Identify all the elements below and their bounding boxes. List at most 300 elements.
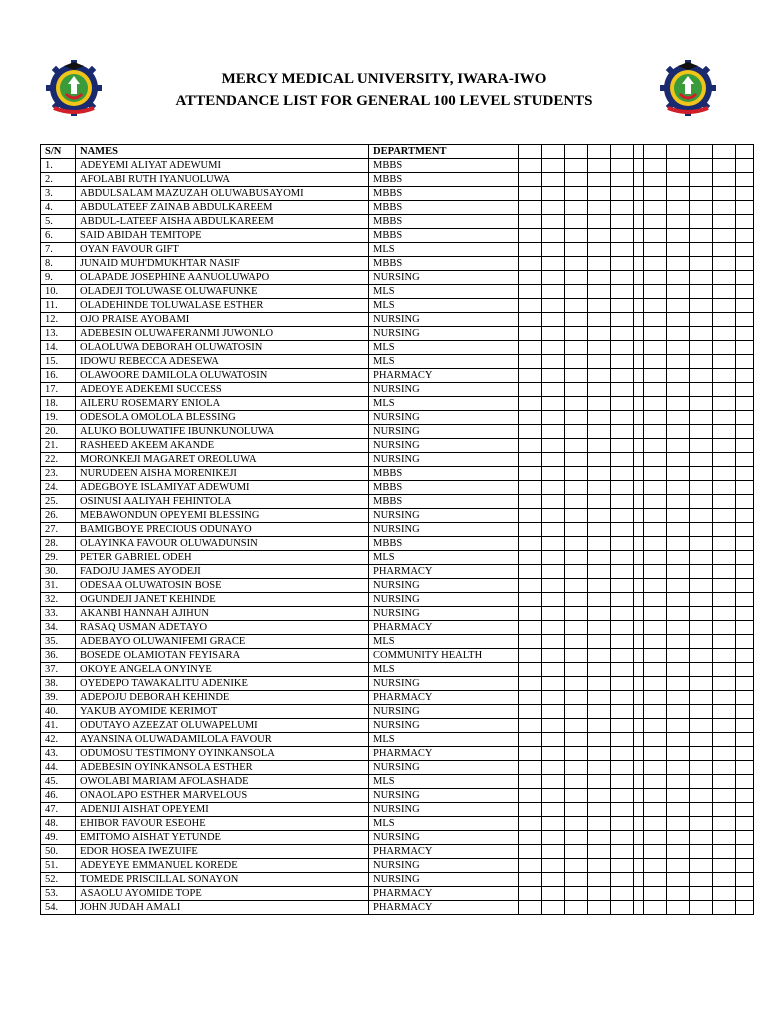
attendance-cell (667, 705, 690, 719)
attendance-cell (644, 425, 667, 439)
table-row (41, 481, 754, 495)
attendance-cell (565, 565, 588, 579)
attendance-cell (565, 719, 588, 733)
attendance-cell (565, 341, 588, 355)
attendance-cell (588, 663, 611, 677)
attendance-cell (519, 341, 542, 355)
university-name: MERCY MEDICAL UNIVERSITY, IWARA-IWO (221, 71, 547, 87)
attendance-cell (565, 411, 588, 425)
attendance-cell (644, 551, 667, 565)
attendance-cell (565, 509, 588, 523)
name-cell: ALUKO BOLUWATIFE IBUNKUNOLUWA (76, 425, 369, 439)
attendance-cell (634, 159, 644, 173)
attendance-cell (644, 215, 667, 229)
attendance-cell (542, 383, 565, 397)
department-cell: PHARMACY (369, 887, 519, 901)
attendance-cell (736, 733, 754, 747)
attendance-cell (644, 257, 667, 271)
attendance-cell (644, 243, 667, 257)
department-cell: MLS (369, 299, 519, 313)
department-cell: COMMUNITY HEALTH (369, 649, 519, 663)
attendance-cell (736, 383, 754, 397)
attendance-cell (634, 887, 644, 901)
attendance-cell (713, 803, 736, 817)
attendance-cell (667, 397, 690, 411)
name-cell: ADEYEMI ALIYAT ADEWUMI (76, 159, 369, 173)
department-cell: PHARMACY (369, 901, 519, 915)
name-cell: ONAOLAPO ESTHER MARVELOUS (76, 789, 369, 803)
attendance-cell (644, 495, 667, 509)
attendance-cell (565, 243, 588, 257)
attendance-cell (690, 719, 713, 733)
attendance-cell (588, 887, 611, 901)
table-row (41, 873, 754, 887)
attendance-cell (690, 677, 713, 691)
attendance-cell (690, 229, 713, 243)
attendance-cell (690, 257, 713, 271)
attendance-cell (713, 299, 736, 313)
department-cell: NURSING (369, 719, 519, 733)
attendance-cell (565, 621, 588, 635)
attendance-cell (736, 873, 754, 887)
attendance-cell (713, 873, 736, 887)
table-row (41, 761, 754, 775)
attendance-cell (713, 649, 736, 663)
attendance-cell (667, 299, 690, 313)
attendance-cell (634, 285, 644, 299)
department-cell: NURSING (369, 873, 519, 887)
attendance-cell (690, 887, 713, 901)
sn-cell: 33. (41, 607, 76, 621)
attendance-cell (634, 411, 644, 425)
attendance-cell (736, 299, 754, 313)
attendance-cell (588, 677, 611, 691)
attendance-cell (588, 635, 611, 649)
attendance-cell (565, 551, 588, 565)
attendance-cell (588, 313, 611, 327)
attendance-cell (713, 201, 736, 215)
attendance-cell (644, 187, 667, 201)
attendance-cell (690, 243, 713, 257)
table-row (41, 397, 754, 411)
table-row (41, 467, 754, 481)
attendance-cell (634, 775, 644, 789)
attendance-cell (690, 159, 713, 173)
attendance-cell (690, 397, 713, 411)
attendance-cell (644, 579, 667, 593)
attendance-cell (736, 845, 754, 859)
sn-cell: 5. (41, 215, 76, 229)
attendance-cell (634, 761, 644, 775)
attendance-cell (736, 215, 754, 229)
attendance-cell (667, 719, 690, 733)
sn-cell: 51. (41, 859, 76, 873)
department-cell: NURSING (369, 593, 519, 607)
attendance-cell (690, 803, 713, 817)
table-row (41, 215, 754, 229)
attendance-cell (644, 607, 667, 621)
attendance-cell (644, 159, 667, 173)
department-cell: MBBS (369, 159, 519, 173)
attendance-cell (588, 551, 611, 565)
attendance-cell (519, 439, 542, 453)
attendance-cell (667, 425, 690, 439)
attendance-cell (736, 369, 754, 383)
attendance-cell (611, 537, 634, 551)
attendance-cell (611, 383, 634, 397)
attendance-cell (565, 705, 588, 719)
attendance-cell (519, 663, 542, 677)
attendance-cell (690, 509, 713, 523)
name-cell: ADEPOJU DEBORAH KEHINDE (76, 691, 369, 705)
attendance-cell (519, 453, 542, 467)
attendance-cell (634, 481, 644, 495)
sn-cell: 34. (41, 621, 76, 635)
table-row (41, 719, 754, 733)
attendance-cell (565, 383, 588, 397)
attendance-cell (713, 747, 736, 761)
attendance-cell (634, 327, 644, 341)
attendance-cell (588, 173, 611, 187)
sn-cell: 45. (41, 775, 76, 789)
attendance-cell (736, 257, 754, 271)
attendance-cell (588, 383, 611, 397)
attendance-cell (542, 593, 565, 607)
column-header-sn: S/N (41, 145, 76, 159)
attendance-cell (565, 173, 588, 187)
attendance-cell (690, 593, 713, 607)
attendance-cell (634, 313, 644, 327)
attendance-cell (644, 901, 667, 915)
attendance-cell (644, 299, 667, 313)
attendance-cell (542, 621, 565, 635)
attendance-cell (588, 439, 611, 453)
attendance-cell (713, 733, 736, 747)
attendance-cell (588, 187, 611, 201)
attendance-cell (611, 313, 634, 327)
department-cell: MLS (369, 775, 519, 789)
attendance-cell (736, 579, 754, 593)
attendance-cell (588, 411, 611, 425)
table-row (41, 243, 754, 257)
attendance-cell (611, 565, 634, 579)
table-row (41, 425, 754, 439)
attendance-cell (690, 383, 713, 397)
attendance-cell (736, 467, 754, 481)
attendance-cell (713, 243, 736, 257)
department-cell: NURSING (369, 453, 519, 467)
attendance-cell (690, 201, 713, 215)
table-row (41, 355, 754, 369)
attendance-cell (611, 887, 634, 901)
attendance-cell (644, 733, 667, 747)
attendance-cell (611, 299, 634, 313)
name-cell: ODUTAYO AZEEZAT OLUWAPELUMI (76, 719, 369, 733)
attendance-cell (588, 537, 611, 551)
attendance-cell (611, 621, 634, 635)
attendance-cell (736, 159, 754, 173)
attendance-cell (644, 873, 667, 887)
attendance-cell (519, 327, 542, 341)
attendance-cell (736, 509, 754, 523)
attendance-cell (690, 495, 713, 509)
attendance-cell (542, 775, 565, 789)
name-cell: ADEBESIN OYINKANSOLA ESTHER (76, 761, 369, 775)
attendance-cell (690, 691, 713, 705)
attendance-cell (519, 691, 542, 705)
attendance-cell (736, 341, 754, 355)
name-cell: NURUDEEN AISHA MORENIKEJI (76, 467, 369, 481)
attendance-cell (736, 173, 754, 187)
attendance-cell (519, 565, 542, 579)
attendance-cell (565, 887, 588, 901)
attendance-cell (519, 719, 542, 733)
attendance-cell (667, 887, 690, 901)
department-cell: NURSING (369, 859, 519, 873)
name-cell: ABDUL-LATEEF AISHA ABDULKAREEM (76, 215, 369, 229)
attendance-cell (667, 243, 690, 257)
attendance-cell (736, 607, 754, 621)
attendance-cell (519, 257, 542, 271)
attendance-cell (542, 537, 565, 551)
name-cell: ODESOLA OMOLOLA BLESSING (76, 411, 369, 425)
attendance-cell (565, 789, 588, 803)
attendance-cell (565, 733, 588, 747)
attendance-cell (519, 901, 542, 915)
name-cell: ODESAA OLUWATOSIN BOSE (76, 579, 369, 593)
attendance-cell (713, 495, 736, 509)
table-row (41, 607, 754, 621)
name-cell: OLAYINKA FAVOUR OLUWADUNSIN (76, 537, 369, 551)
sn-cell: 9. (41, 271, 76, 285)
attendance-cell (634, 341, 644, 355)
attendance-cell (588, 733, 611, 747)
attendance-cell (565, 397, 588, 411)
sn-cell: 26. (41, 509, 76, 523)
attendance-column-header (667, 145, 690, 159)
department-cell: MBBS (369, 215, 519, 229)
attendance-cell (611, 243, 634, 257)
attendance-cell (667, 495, 690, 509)
attendance-cell (565, 439, 588, 453)
attendance-cell (588, 215, 611, 229)
attendance-cell (667, 803, 690, 817)
department-cell: MLS (369, 663, 519, 677)
attendance-cell (736, 537, 754, 551)
attendance-cell (542, 327, 565, 341)
attendance-cell (542, 271, 565, 285)
attendance-cell (519, 649, 542, 663)
table-row (41, 579, 754, 593)
attendance-cell (588, 901, 611, 915)
attendance-cell (644, 621, 667, 635)
attendance-cell (611, 859, 634, 873)
attendance-cell (519, 467, 542, 481)
attendance-cell (542, 663, 565, 677)
name-cell: OWOLABI MARIAM AFOLASHADE (76, 775, 369, 789)
attendance-cell (519, 635, 542, 649)
attendance-cell (634, 299, 644, 313)
attendance-cell (644, 467, 667, 481)
attendance-cell (713, 635, 736, 649)
attendance-cell (667, 229, 690, 243)
attendance-cell (736, 551, 754, 565)
attendance-cell (667, 257, 690, 271)
attendance-cell (542, 397, 565, 411)
attendance-cell (542, 845, 565, 859)
name-cell: EMITOMO AISHAT YETUNDE (76, 831, 369, 845)
attendance-cell (542, 691, 565, 705)
attendance-cell (634, 607, 644, 621)
name-cell: JOHN JUDAH AMALI (76, 901, 369, 915)
attendance-cell (565, 761, 588, 775)
attendance-cell (519, 271, 542, 285)
attendance-cell (611, 481, 634, 495)
department-cell: NURSING (369, 705, 519, 719)
attendance-cell (588, 453, 611, 467)
name-cell: OKOYE ANGELA ONYINYE (76, 663, 369, 677)
attendance-cell (644, 229, 667, 243)
department-cell: NURSING (369, 803, 519, 817)
sn-cell: 50. (41, 845, 76, 859)
attendance-cell (644, 705, 667, 719)
attendance-cell (565, 425, 588, 439)
attendance-cell (519, 355, 542, 369)
attendance-cell (634, 495, 644, 509)
attendance-cell (542, 299, 565, 313)
sn-cell: 20. (41, 425, 76, 439)
attendance-cell (713, 257, 736, 271)
attendance-cell (588, 355, 611, 369)
attendance-cell (667, 621, 690, 635)
attendance-cell (588, 565, 611, 579)
attendance-column-header (644, 145, 667, 159)
attendance-cell (713, 705, 736, 719)
attendance-cell (713, 285, 736, 299)
department-cell: MLS (369, 355, 519, 369)
department-cell: PHARMACY (369, 845, 519, 859)
table-row (41, 383, 754, 397)
sn-cell: 3. (41, 187, 76, 201)
attendance-column-header (542, 145, 565, 159)
attendance-cell (542, 215, 565, 229)
name-cell: FADOJU JAMES AYODEJI (76, 565, 369, 579)
attendance-cell (634, 257, 644, 271)
attendance-cell (667, 187, 690, 201)
attendance-cell (690, 607, 713, 621)
attendance-cell (713, 523, 736, 537)
attendance-cell (588, 873, 611, 887)
attendance-cell (588, 719, 611, 733)
department-cell: MLS (369, 817, 519, 831)
attendance-cell (667, 551, 690, 565)
attendance-cell (690, 579, 713, 593)
attendance-cell (588, 817, 611, 831)
attendance-cell (611, 173, 634, 187)
table-row (41, 187, 754, 201)
table-header-row (41, 145, 754, 159)
attendance-cell (736, 229, 754, 243)
attendance-cell (644, 439, 667, 453)
attendance-cell (519, 201, 542, 215)
attendance-cell (519, 747, 542, 761)
attendance-cell (634, 649, 644, 663)
name-cell: OLAPADE JOSEPHINE AANUOLUWAPO (76, 271, 369, 285)
name-cell: ADEBAYO OLUWANIFEMI GRACE (76, 635, 369, 649)
attendance-cell (713, 369, 736, 383)
attendance-cell (690, 355, 713, 369)
attendance-cell (634, 173, 644, 187)
sn-cell: 36. (41, 649, 76, 663)
attendance-cell (565, 159, 588, 173)
attendance-cell (634, 901, 644, 915)
attendance-cell (690, 215, 713, 229)
attendance-cell (690, 341, 713, 355)
attendance-cell (542, 481, 565, 495)
table-row (41, 159, 754, 173)
sn-cell: 8. (41, 257, 76, 271)
attendance-cell (690, 425, 713, 439)
attendance-column-header (690, 145, 713, 159)
attendance-cell (690, 775, 713, 789)
attendance-column-header (565, 145, 588, 159)
attendance-cell (634, 565, 644, 579)
name-cell: OLAWOORE DAMILOLA OLUWATOSIN (76, 369, 369, 383)
attendance-cell (519, 803, 542, 817)
attendance-cell (519, 215, 542, 229)
attendance-cell (588, 397, 611, 411)
attendance-cell (667, 537, 690, 551)
table-row (41, 733, 754, 747)
sn-cell: 29. (41, 551, 76, 565)
name-cell: EDOR HOSEA IWEZUIFE (76, 845, 369, 859)
attendance-cell (519, 411, 542, 425)
attendance-cell (634, 593, 644, 607)
attendance-cell (611, 397, 634, 411)
attendance-cell (542, 369, 565, 383)
attendance-cell (565, 579, 588, 593)
sn-cell: 21. (41, 439, 76, 453)
attendance-cell (519, 495, 542, 509)
sn-cell: 1. (41, 159, 76, 173)
attendance-cell (565, 635, 588, 649)
university-crest-icon (44, 58, 104, 118)
attendance-cell (667, 509, 690, 523)
attendance-cell (713, 719, 736, 733)
attendance-cell (690, 285, 713, 299)
attendance-cell (542, 425, 565, 439)
table-row (41, 285, 754, 299)
attendance-cell (690, 789, 713, 803)
table-row (41, 887, 754, 901)
attendance-cell (713, 845, 736, 859)
attendance-cell (667, 691, 690, 705)
department-cell: NURSING (369, 761, 519, 775)
table-row (41, 369, 754, 383)
attendance-cell (667, 775, 690, 789)
attendance-cell (644, 397, 667, 411)
attendance-cell (634, 859, 644, 873)
attendance-cell (644, 719, 667, 733)
sn-cell: 16. (41, 369, 76, 383)
attendance-cell (736, 789, 754, 803)
attendance-cell (644, 817, 667, 831)
sn-cell: 19. (41, 411, 76, 425)
attendance-cell (667, 565, 690, 579)
attendance-cell (690, 747, 713, 761)
sn-cell: 6. (41, 229, 76, 243)
attendance-cell (588, 299, 611, 313)
